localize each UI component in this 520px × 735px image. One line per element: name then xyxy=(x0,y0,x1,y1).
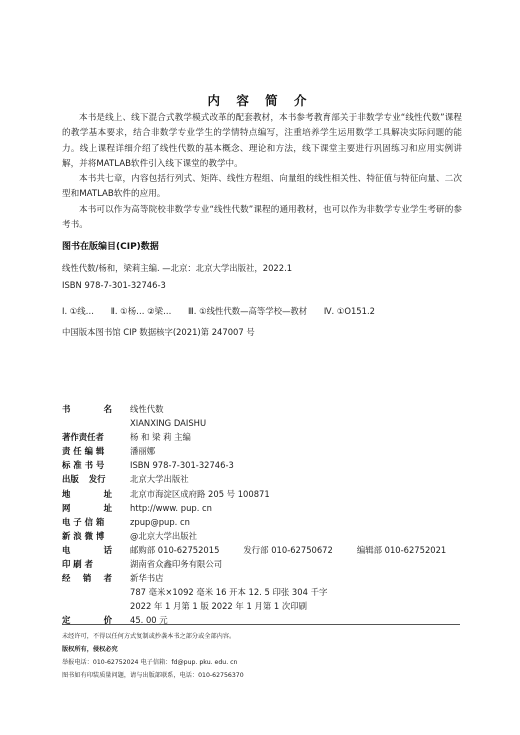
cip-class-item: Ⅲ. ①线性代数—高等学校—教材 xyxy=(188,306,308,316)
quality-contact: 图书如有印装质量问题，请与出版部联系，电话：010-62756370 xyxy=(62,672,244,679)
label-char: 书 xyxy=(62,404,71,414)
book-pinyin-row xyxy=(62,416,482,430)
email-row xyxy=(62,515,482,529)
label-char: 发 xyxy=(88,474,98,485)
phone-row xyxy=(62,543,482,557)
edition-info: 2022 年 1 月第 1 版 2022 年 1 月第 1 次印刷 xyxy=(130,601,307,612)
copyright-notice xyxy=(62,630,244,682)
label-char: 址 xyxy=(103,502,112,513)
label-char: 网 xyxy=(62,502,71,513)
label-char: 电 xyxy=(62,544,71,555)
book-pinyin: XIANXING DAISHU xyxy=(130,418,207,429)
address-row xyxy=(62,487,482,501)
book-specs: 787 毫米×1092 毫米 16 开本 12. 5 印张 304 千字 xyxy=(130,587,328,598)
price-row xyxy=(62,613,482,627)
editor: 潘丽娜 xyxy=(130,446,156,457)
label-char: 销 xyxy=(82,573,92,584)
cip-record-number: 中国版本图书馆 CIP 数据核字(2021)第 247007 号 xyxy=(62,327,255,337)
book-title: 线性代数 xyxy=(130,404,164,414)
book-title-row xyxy=(62,402,482,416)
publication-info xyxy=(62,402,482,628)
label-char: 者 xyxy=(103,573,112,584)
label-char: 地 xyxy=(62,488,71,499)
label-char: 名 xyxy=(103,404,112,414)
cip-class-item: Ⅳ. ①O151.2 xyxy=(323,306,375,316)
rights-reserved: 版权所有，侵权必究 xyxy=(62,646,118,653)
cip-isbn: ISBN 978-7-301-32746-3 xyxy=(62,280,166,290)
weibo-label: 新 浪 微 博 xyxy=(62,530,105,541)
publisher-row xyxy=(62,472,482,486)
label-char: 版 xyxy=(70,474,79,485)
phone-editorial: 编辑部 010-62752021 xyxy=(356,544,447,555)
dealer: 新华书店 xyxy=(130,573,164,584)
weibo: @北京大学出版社 xyxy=(130,530,197,541)
isbn-row xyxy=(62,458,482,472)
summary-paragraph: 本书可以作为高等院校非数学专业“线性代数”课程的通用教材，也可以作为非数学专业学生考研的参考书。 xyxy=(62,204,462,231)
website-row xyxy=(62,501,482,515)
email: zpup@pup. cn xyxy=(130,516,190,527)
label-char: 出 xyxy=(62,474,71,485)
label-char: 址 xyxy=(103,488,112,499)
editor-label: 责 任 编 辑 xyxy=(62,446,105,457)
price: 45. 00 元 xyxy=(130,615,168,626)
phone-sales: 邮购部 010-62752015 xyxy=(130,544,220,555)
specs-row xyxy=(62,585,482,599)
author-label: 著作责任者 xyxy=(62,432,104,443)
address: 北京市海淀区成府路 205 号 100871 xyxy=(130,488,270,499)
authors: 杨 和 梁 莉 主编 xyxy=(130,432,191,443)
website: http://www. pup. cn xyxy=(130,502,212,513)
printer-label: 印 刷 者 xyxy=(62,559,93,570)
printer-row xyxy=(62,557,482,571)
weibo-row xyxy=(62,529,482,543)
reproduction-notice: 未经许可，不得以任何方式复制或抄袭本书之部分或全部内容。 xyxy=(62,633,236,640)
label-char: 经 xyxy=(62,573,71,584)
cip-class-item: Ⅱ. ①杨… ②梁… xyxy=(110,306,172,316)
printer: 湖南省众鑫印务有限公司 xyxy=(130,559,223,570)
content-summary xyxy=(62,111,462,233)
summary-paragraph: 本书是线上、线下混合式教学模式改革的配套教材，本书参考教育部关于非数学专业“线性代数”课程的教学基本要求，结合非数学专业学生的学情特点编写，注重培养学生运用数学工具解决实际问题的能力。线上课程详细介绍了线性代数的基本概念、理论和方法，线下课堂主要进行巩固练习和应用实例讲解，并将MATLAB软件引入线下课堂的教学中。 xyxy=(62,113,462,169)
report-contact: 举报电话：010-62752024 电子信箱：fd@pup. pku. edu. cn xyxy=(62,659,238,666)
author-row xyxy=(62,430,482,444)
dealer-row xyxy=(62,571,482,585)
label-char: 定 xyxy=(62,615,71,626)
phone-distribution: 发行部 010-62750672 xyxy=(243,544,333,555)
cip-heading: 图书在版编目(CIP)数据 xyxy=(62,242,159,252)
cip-data xyxy=(62,260,462,341)
email-label: 电 子 信 箱 xyxy=(62,516,105,527)
isbn: ISBN 978-7-301-32746-3 xyxy=(130,460,234,471)
isbn-label: 标 准 书 号 xyxy=(62,460,105,471)
summary-paragraph: 本书共七章，内容包括行列式、矩阵、线性方程组、向量组的线性相关性、特征值与特征向量、二次型和MATLAB软件的应用。 xyxy=(62,174,462,200)
editor-row xyxy=(62,444,482,458)
cip-class-item: Ⅰ. ①线… xyxy=(62,306,95,316)
label-char: 行 xyxy=(97,474,106,485)
cip-classification xyxy=(62,303,462,320)
edition-row xyxy=(62,599,482,613)
label-char: 价 xyxy=(103,615,112,626)
label-char: 话 xyxy=(103,544,112,555)
publisher: 北京大学出版社 xyxy=(130,474,189,485)
cip-citation: 线性代数/杨和，梁莉主编. —北京：北京大学出版社，2022.1 xyxy=(62,263,293,273)
footer-divider xyxy=(62,624,460,625)
page-title: 内 容 简 介 xyxy=(207,93,313,108)
